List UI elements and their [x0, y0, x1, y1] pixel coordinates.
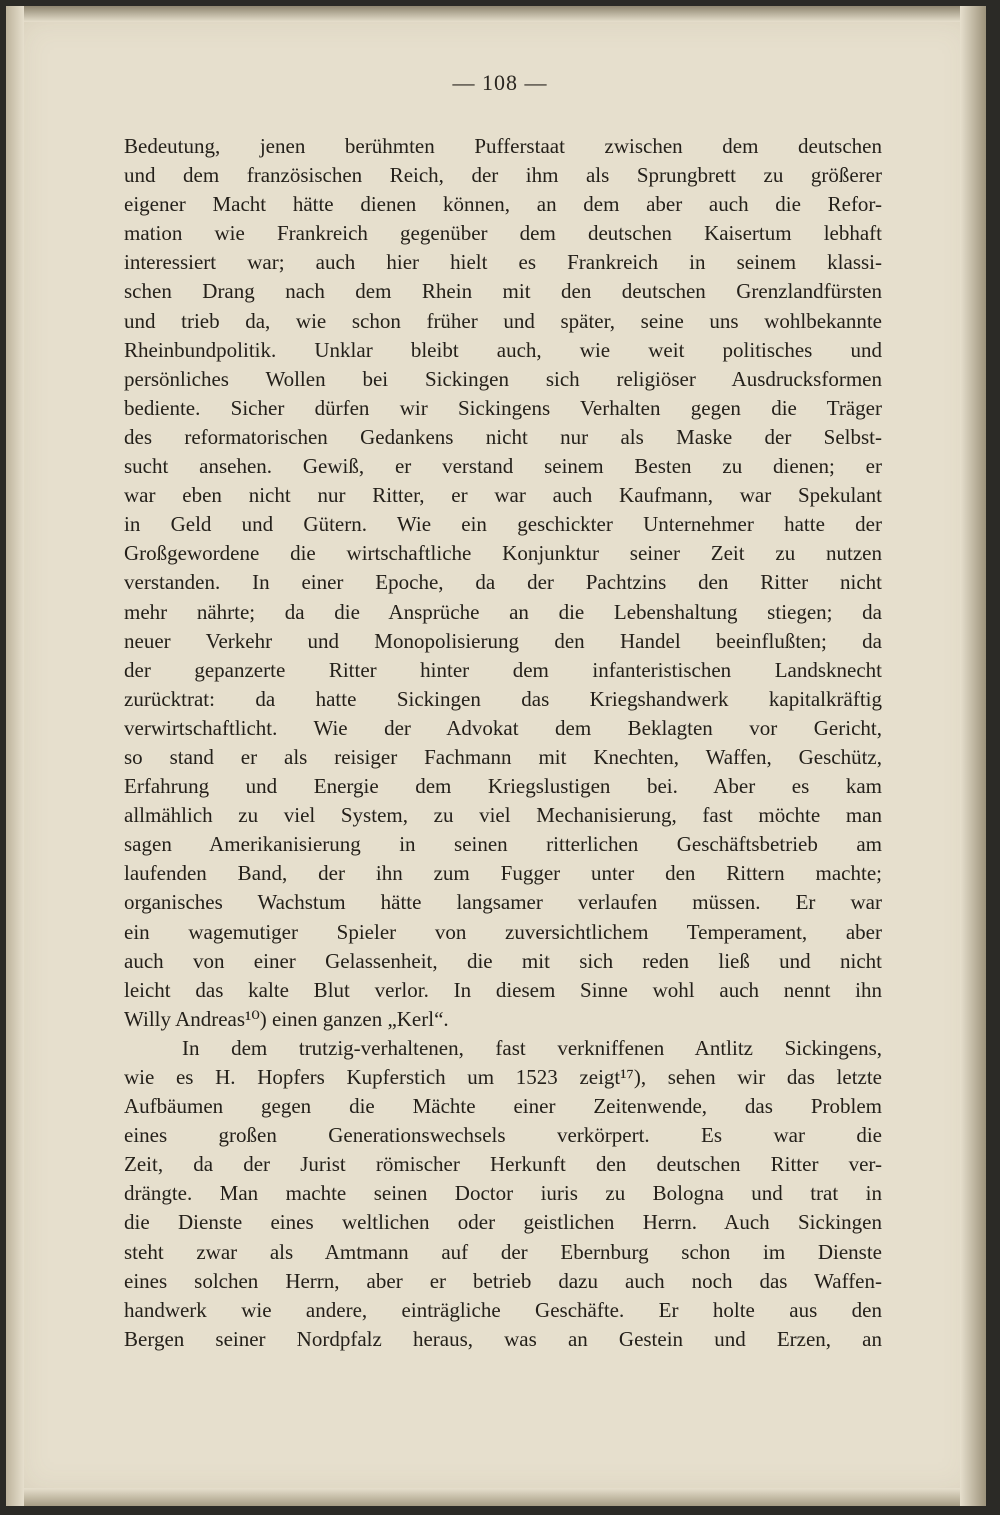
body-text: [124, 132, 882, 1354]
text-line: laufenden Band, der ihn zum Fugger unter den Rittern machte;: [124, 861, 882, 886]
text-line: mation wie Frankreich gegenüber dem deutschen Kaisertum lebhaft: [124, 221, 882, 246]
text-line: allmählich zu viel System, zu viel Mechanisierung, fast möchte man: [124, 803, 882, 828]
paragraph-end-line: Willy Andreas¹⁰) einen ganzen „Kerl“.: [124, 1006, 449, 1031]
text-line: Bergen seiner Nordpfalz heraus, was an Gestein und Erzen, an: [124, 1326, 882, 1351]
text-line: leicht das kalte Blut verlor. In diesem Sinne wohl auch nennt ihn: [124, 977, 882, 1002]
text-line: bediente. Sicher dürfen wir Sickingens Verhalten gegen die Träger: [124, 395, 882, 420]
page-edge-bottom: [6, 1488, 986, 1506]
page-edge-left: [6, 6, 24, 1506]
text-line: in Geld und Gütern. Wie ein geschickter Unternehmer hatte der: [124, 512, 882, 537]
text-line: handwerk wie andere, einträgliche Geschäfte. Er holte aus den: [124, 1297, 882, 1322]
text-line: sagen Amerikanisierung in seinen ritterlichen Geschäftsbetrieb am: [124, 832, 882, 857]
text-line: Zeit, da der Jurist römischer Herkunft den deutschen Ritter ver-: [124, 1152, 882, 1177]
text-line: eines solchen Herrn, aber er betrieb dazu auch noch das Waffen-: [124, 1268, 882, 1293]
text-line: Großgewordene die wirtschaftliche Konjunktur seiner Zeit zu nutzen: [124, 541, 882, 566]
text-line: verstanden. In einer Epoche, da der Pachtzins den Ritter nicht: [124, 570, 882, 595]
text-line: zurücktrat: da hatte Sickingen das Kriegshandwerk kapitalkräftig: [124, 686, 882, 711]
text-line: der gepanzerte Ritter hinter dem infanteristischen Landsknecht: [124, 657, 882, 682]
page-edge-right: [960, 6, 986, 1506]
text-line: Rheinbundpolitik. Unklar bleibt auch, wie weit politisches und: [124, 337, 882, 362]
text-line: wie es H. Hopfers Kupferstich um 1523 zeigt¹⁷), sehen wir das letzte: [124, 1065, 882, 1089]
text-line: Aufbäumen gegen die Mächte einer Zeitenwende, das Problem: [124, 1094, 882, 1119]
text-line: eines großen Generationswechsels verkörpert. Es war die: [124, 1123, 882, 1148]
text-line: interessiert war; auch hier hielt es Frankreich in seinem klassi-: [124, 250, 882, 275]
text-line: sucht ansehen. Gewiß, er verstand seinem Besten zu dienen; er: [124, 454, 882, 479]
text-line: so stand er als reisiger Fachmann mit Knechten, Waffen, Geschütz,: [124, 744, 882, 769]
text-line: die Dienste eines weltlichen oder geistlichen Herrn. Auch Sickingen: [124, 1210, 882, 1235]
text-line: organisches Wachstum hätte langsamer verlaufen müssen. Er war: [124, 890, 882, 915]
text-line: steht zwar als Amtmann auf der Ebernburg schon im Dienste: [124, 1239, 882, 1264]
text-line: schen Drang nach dem Rhein mit den deutschen Grenzlandfürsten: [124, 279, 882, 304]
text-line: war eben nicht nur Ritter, er war auch Kaufmann, war Spekulant: [124, 483, 882, 508]
paragraph-start-line: In dem trutzig-verhaltenen, fast verkniffenen Antlitz Sickingens,: [182, 1035, 882, 1060]
text-line: persönliches Wollen bei Sickingen sich religiöser Ausdrucksformen: [124, 366, 882, 391]
text-line: eigener Macht hätte dienen können, an dem aber auch die Refor-: [124, 192, 882, 217]
text-line: des reformatorischen Gedankens nicht nur als Maske der Selbst-: [124, 424, 882, 449]
text-line: neuer Verkehr und Monopolisierung den Handel beeinflußten; da: [124, 628, 882, 653]
text-line: verwirtschaftlicht. Wie der Advokat dem Beklagten vor Gericht,: [124, 715, 882, 740]
text-line: ein wagemutiger Spieler von zuversichtlichem Temperament, aber: [124, 919, 882, 944]
text-line: mehr nährte; da die Ansprüche an die Lebenshaltung stiegen; da: [124, 599, 882, 624]
text-line: drängte. Man machte seinen Doctor iuris zu Bologna und trat in: [124, 1181, 882, 1206]
text-line: und trieb da, wie schon früher und später, seine uns wohlbekannte: [124, 308, 882, 333]
text-line: Erfahrung und Energie dem Kriegslustigen bei. Aber es kam: [124, 774, 882, 799]
page-edge-top: [6, 6, 986, 22]
text-line: auch von einer Gelassenheit, die mit sich reden ließ und nicht: [124, 948, 882, 973]
text-line: Bedeutung, jenen berühmten Pufferstaat zwischen dem deutschen: [124, 134, 882, 158]
page-number: — 108 —: [452, 70, 548, 95]
text-line: und dem französischen Reich, der ihm als Sprungbrett zu größerer: [124, 163, 882, 188]
